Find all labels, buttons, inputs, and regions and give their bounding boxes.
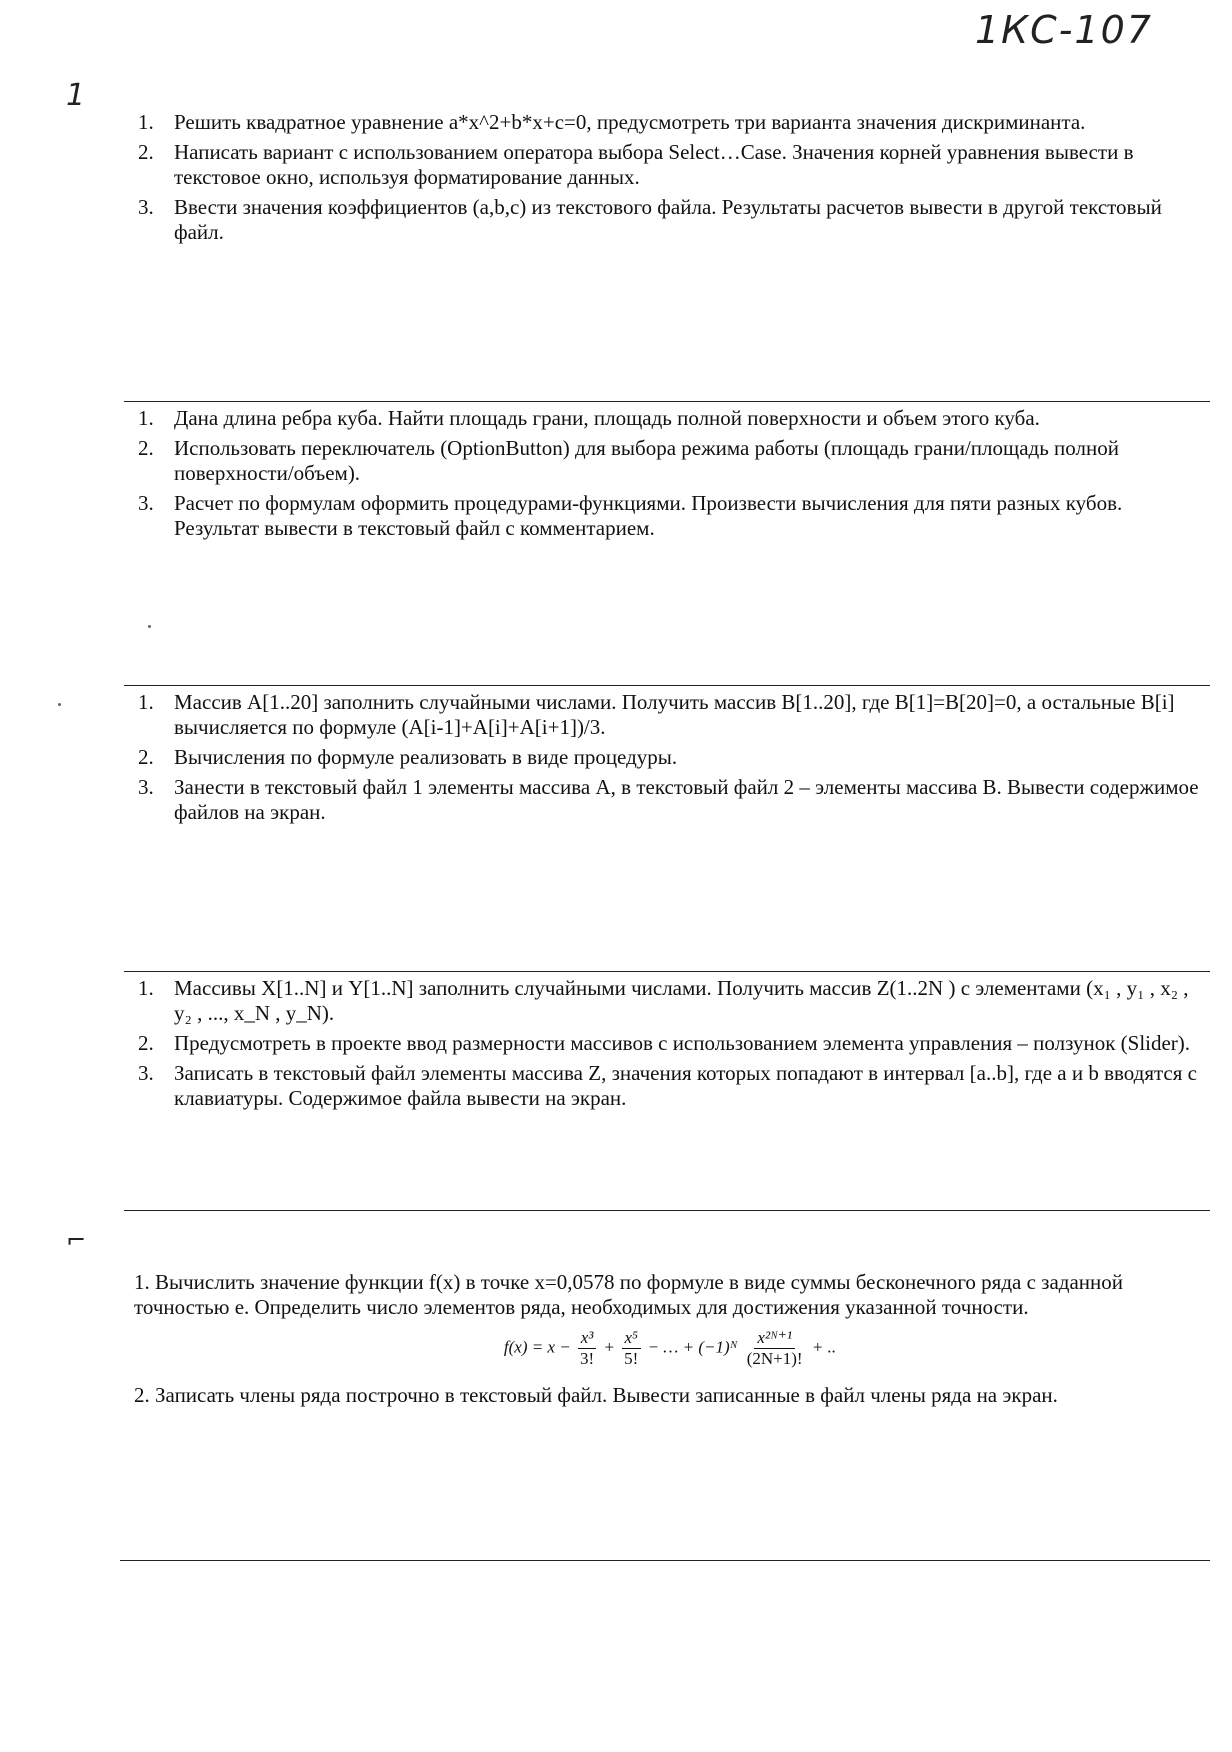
task-5-paragraph-2: 2. Записать члены ряда построчно в текстовый файл. Вывести записанные в файл члены ряда на экран. bbox=[134, 1383, 1058, 1407]
task-1 bbox=[138, 110, 1206, 250]
divider-3 bbox=[124, 971, 1210, 972]
task-3 bbox=[138, 690, 1206, 830]
formula-term-1-numerator: x³ bbox=[578, 1328, 597, 1349]
task-3-item-3 bbox=[138, 775, 1206, 825]
handwritten-margin-number: 1 bbox=[66, 78, 86, 113]
formula-term-1-denominator: 3! bbox=[580, 1349, 595, 1368]
task-2 bbox=[138, 406, 1206, 546]
task-1-item-1 bbox=[138, 110, 1206, 135]
divider-1 bbox=[124, 401, 1210, 402]
divider-2 bbox=[124, 685, 1210, 686]
item-number: 2. bbox=[138, 140, 154, 164]
item-text: Занести в текстовый файл 1 элементы массива А, в текстовый файл 2 – элементы массива В. Вывести содержимое файлов на экран. bbox=[174, 775, 1199, 824]
task-2-item-2 bbox=[138, 436, 1206, 486]
formula-tail: + .. bbox=[811, 1337, 837, 1357]
formula-term-2-numerator: x⁵ bbox=[622, 1328, 641, 1349]
handwritten-group-code: 1КС-107 bbox=[975, 8, 1153, 52]
item-number: 1. bbox=[138, 976, 154, 1000]
item-text: Ввести значения коэффициентов (a,b,c) из текстового файла. Результаты расчетов вывести в другой текстовый файл. bbox=[174, 195, 1162, 244]
item-text: Дана длина ребра куба. Найти площадь грани, площадь полной поверхности и объем этого куба. bbox=[174, 406, 1040, 430]
formula-term-2 bbox=[621, 1328, 641, 1369]
item-text: Предусмотреть в проекте ввод размерности массивов с использованием элемента управления – ползунок (Slider). bbox=[174, 1031, 1191, 1055]
item-text: Массив А[1..20] заполнить случайными числами. Получить массив В[1..20], где В[1]=В[20]=0, а остальные В[i] вычисляется по формуле (А[i-1]+А[i]+А[i+1])/3. bbox=[174, 690, 1175, 739]
task-1-item-3 bbox=[138, 195, 1206, 245]
item-number: 3. bbox=[138, 195, 154, 219]
handwritten-margin-tick: ⌐ bbox=[66, 1226, 87, 1254]
task-5-paragraph-1: 1. Вычислить значение функции f(x) в точке x=0,0578 по формуле в виде суммы бесконечного ряда с заданной точностью e. Определить число элементов ряда, необходимых для достижения указанной точности. bbox=[134, 1270, 1123, 1319]
task-4 bbox=[138, 976, 1206, 1116]
item-text: Вычисления по формуле реализовать в виде процедуры. bbox=[174, 745, 678, 769]
item-text: Массивы X[1..N] и Y[1..N] заполнить случайными числами. Получить массив Z(1..2N ) с элементами (x₁ , y₁ , x₂ , y₂ , ..., x_N , y_N). bbox=[174, 976, 1189, 1025]
scan-speck bbox=[148, 625, 151, 628]
item-number: 1. bbox=[138, 690, 154, 714]
item-number: 2. bbox=[138, 1031, 154, 1055]
task-4-item-2 bbox=[138, 1031, 1206, 1056]
formula-term-general bbox=[744, 1328, 806, 1369]
series-formula bbox=[134, 1328, 1206, 1369]
item-text: Расчет по формулам оформить процедурами-функциями. Произвести вычисления для пяти разных кубов. Результат вывести в текстовый файл с комментарием. bbox=[174, 491, 1123, 540]
task-3-item-2 bbox=[138, 745, 1206, 770]
item-text: Решить квадратное уравнение a*x^2+b*x+c=0, предусмотреть три варианта значения дискриминанта. bbox=[174, 110, 1086, 134]
task-5 bbox=[134, 1270, 1206, 1414]
item-number: 1. bbox=[138, 110, 154, 134]
formula-term-general-numerator: x²ᴺ⁺¹ bbox=[754, 1328, 795, 1349]
task-4-item-3 bbox=[138, 1061, 1206, 1111]
formula-lhs: f(x) = x − bbox=[503, 1337, 571, 1357]
item-text: Написать вариант с использованием оператора выбора Select…Case. Значения корней уравнения вывести в текстовое окно, используя форматирование данных. bbox=[174, 140, 1134, 189]
scan-speck bbox=[58, 703, 61, 706]
task-2-item-3 bbox=[138, 491, 1206, 541]
divider-5 bbox=[120, 1560, 1210, 1561]
item-number: 1. bbox=[138, 406, 154, 430]
item-number: 3. bbox=[138, 775, 154, 799]
formula-middle: − … + (−1)ᴺ bbox=[647, 1337, 738, 1357]
task-3-item-1 bbox=[138, 690, 1206, 740]
task-1-item-2 bbox=[138, 140, 1206, 190]
item-text: Использовать переключатель (OptionButton) для выбора режима работы (площадь грани/площадь полной поверхности/объем). bbox=[174, 436, 1119, 485]
formula-plus: + bbox=[603, 1337, 615, 1357]
item-number: 3. bbox=[138, 1061, 154, 1085]
task-4-item-1 bbox=[138, 976, 1206, 1026]
formula-term-2-denominator: 5! bbox=[624, 1349, 639, 1368]
formula-term-1 bbox=[577, 1328, 597, 1369]
item-text: Записать в текстовый файл элементы массива Z, значения которых попадают в интервал [a..b], где a и b вводятся с клавиатуры. Содержимое файла вывести на экран. bbox=[174, 1061, 1197, 1110]
formula-term-general-denominator: (2N+1)! bbox=[746, 1349, 803, 1368]
divider-4 bbox=[124, 1210, 1210, 1211]
task-2-item-1 bbox=[138, 406, 1206, 431]
item-number: 2. bbox=[138, 436, 154, 460]
item-number: 3. bbox=[138, 491, 154, 515]
item-number: 2. bbox=[138, 745, 154, 769]
